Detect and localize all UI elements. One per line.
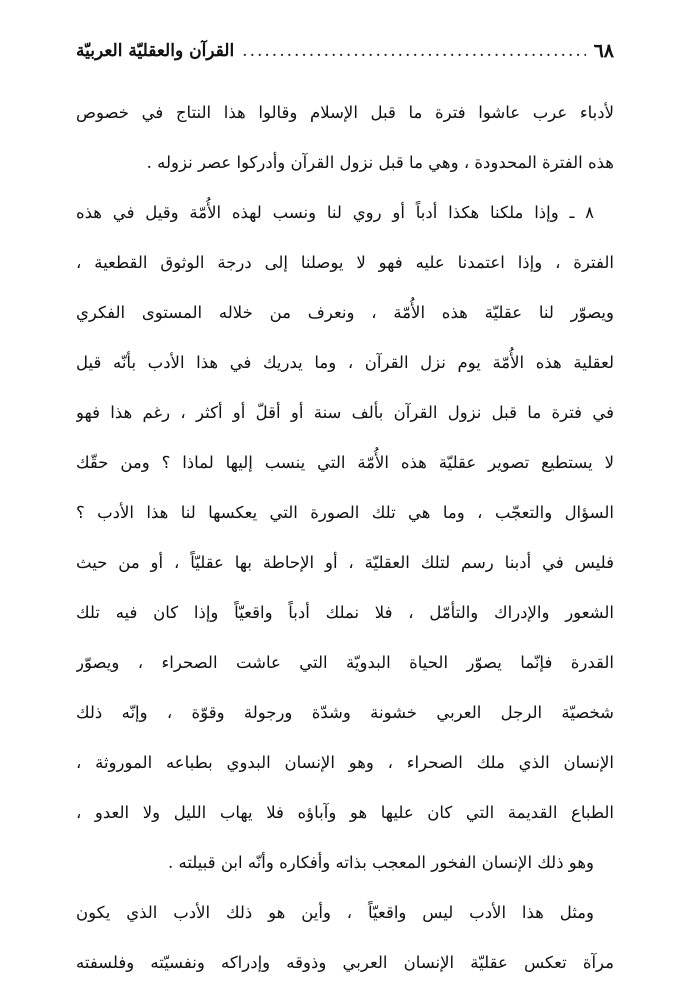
page-number: ٦٨ [593, 40, 614, 62]
text-line: فليس في أدبنا رسم لتلك العقليّة ، أو الإحاطة بها عقليّاً ، أو من حيث [76, 553, 614, 572]
text-line: الطباع القديمة التي كان عليها هو وآباؤه فلا يهاب الليل ولا العدو ، [76, 803, 614, 822]
text-line: لأدباء عرب عاشوا فترة ما قبل الإسلام وقالوا هذا النتاج في خصوص [76, 103, 614, 122]
running-title: القرآن والعقليّة العربيّة [76, 41, 235, 61]
text-line: ٨ ـ وإذا ملكنا هكذا أدباً أو روي لنا ونسب لهذه الأُمّة وقيل في هذه [76, 203, 594, 222]
text-line: الفترة ، وإذا اعتمدنا عليه فهو لا يوصلنا إلى درجة الوثوق القطعية ، [76, 253, 614, 272]
text-line: الشعور والإدراك والتأمّل ، فلا نملك أدباً واقعيّاً وإذا كان فيه تلك [76, 603, 614, 622]
text-line: هذه الفترة المحدودة ، وهي ما قبل نزول القرآن وأدركوا عصر نزوله . [146, 153, 614, 172]
running-header [76, 36, 614, 66]
text-line: في فترة ما قبل نزول القرآن بألف سنة أو أقلّ أو أكثر ، رغم هذا فهو [76, 403, 614, 422]
text-line: القدرة فإنّما يصوّر الحياة البدويّة التي عاشت الصحراء ، ويصوّر [76, 653, 614, 672]
text-line: مرآة تعكس عقليّة الإنسان العربي وذوقه وإدراكه ونفسيّته وفلسفته [76, 953, 614, 972]
text-line: لا يستطيع تصوير عقليّة هذه الأُمّة التي ينسب إليها لماذا ؟ ومن حقّك [76, 453, 614, 472]
text-line: وهو ذلك الإنسان الفخور المعجب بذاته وأفكاره وأنّه ابن قبيلته . [167, 853, 594, 872]
text-line: الإنسان الذي ملك الصحراء ، وهو الإنسان البدوي بطباعه الموروثة ، [76, 753, 614, 772]
text-line: السؤال والتعجّب ، وما هي تلك الصورة التي يعكسها لنا هذا الأدب ؟ [76, 503, 614, 522]
text-line: لعقلية هذه الأُمّة يوم نزل القرآن ، وما يدريك في هذا الأدب بأنّه قيل [76, 353, 614, 372]
body-text [76, 88, 614, 988]
text-line: ومثل هذا الأدب ليس واقعيّاً ، وأين هو ذلك الأدب الذي يكون [76, 903, 594, 922]
header-leader-dots [242, 41, 585, 61]
text-line: ويصوّر لنا عقليّة هذه الأُمّة ، ونعرف من خلاله المستوى الفكري [76, 303, 614, 322]
text-line: شخصيّة الرجل العربي خشونة وشدّة ورجولة وقوّة ، وإنّه ذلك [76, 703, 614, 722]
